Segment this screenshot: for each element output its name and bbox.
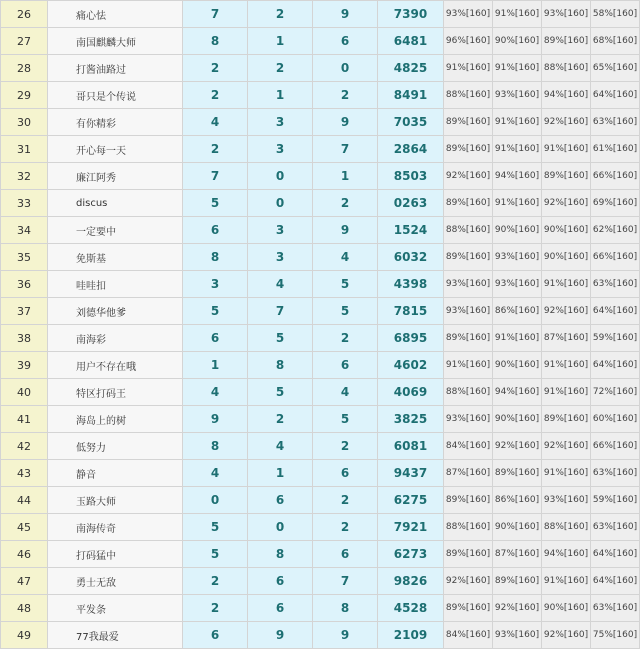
player-name-cell: 南国麒麟大师 <box>48 28 183 55</box>
code-cell: 8503 <box>378 163 444 190</box>
digit-1-cell: 8 <box>183 28 248 55</box>
player-name-cell: 玉路大师 <box>48 487 183 514</box>
digit-3-cell: 6 <box>313 460 378 487</box>
rate-2-cell: 93%[160] <box>493 244 542 271</box>
table-row <box>1 622 640 649</box>
digit-1-cell: 8 <box>183 244 248 271</box>
digit-1-cell: 5 <box>183 298 248 325</box>
rate-3-cell: 91%[160] <box>542 136 591 163</box>
rate-3-cell: 89%[160] <box>542 163 591 190</box>
rate-3-cell: 90%[160] <box>542 217 591 244</box>
digit-2-cell: 0 <box>248 163 313 190</box>
rate-2-cell: 89%[160] <box>493 460 542 487</box>
digit-3-cell: 2 <box>313 433 378 460</box>
digit-1-cell: 5 <box>183 190 248 217</box>
digit-3-cell: 6 <box>313 352 378 379</box>
digit-3-cell: 2 <box>313 514 378 541</box>
rate-1-cell: 92%[160] <box>444 568 493 595</box>
code-cell: 3825 <box>378 406 444 433</box>
rate-2-cell: 94%[160] <box>493 163 542 190</box>
digit-3-cell: 9 <box>313 217 378 244</box>
rank-cell: 45 <box>1 514 48 541</box>
rate-1-cell: 96%[160] <box>444 28 493 55</box>
digit-2-cell: 1 <box>248 82 313 109</box>
code-cell: 2109 <box>378 622 444 649</box>
table-row <box>1 298 640 325</box>
digit-3-cell: 5 <box>313 298 378 325</box>
player-name-cell: 平发条 <box>48 595 183 622</box>
rate-1-cell: 88%[160] <box>444 217 493 244</box>
digit-1-cell: 5 <box>183 541 248 568</box>
rank-cell: 27 <box>1 28 48 55</box>
digit-3-cell: 2 <box>313 487 378 514</box>
code-cell: 6032 <box>378 244 444 271</box>
rate-4-cell: 75%[160] <box>591 622 640 649</box>
digit-1-cell: 0 <box>183 487 248 514</box>
rate-4-cell: 69%[160] <box>591 190 640 217</box>
rank-cell: 46 <box>1 541 48 568</box>
digit-2-cell: 1 <box>248 28 313 55</box>
table-row <box>1 352 640 379</box>
table-row <box>1 487 640 514</box>
table-row <box>1 244 640 271</box>
rate-4-cell: 64%[160] <box>591 82 640 109</box>
player-name-cell: 打码猛中 <box>48 541 183 568</box>
code-cell: 6273 <box>378 541 444 568</box>
digit-2-cell: 6 <box>248 595 313 622</box>
table-row <box>1 568 640 595</box>
digit-2-cell: 4 <box>248 433 313 460</box>
digit-3-cell: 8 <box>313 595 378 622</box>
rate-2-cell: 86%[160] <box>493 487 542 514</box>
code-cell: 9826 <box>378 568 444 595</box>
rate-3-cell: 89%[160] <box>542 406 591 433</box>
player-name-cell: 海岛上的树 <box>48 406 183 433</box>
rate-1-cell: 89%[160] <box>444 190 493 217</box>
digit-1-cell: 2 <box>183 55 248 82</box>
ranking-table-body <box>1 1 640 649</box>
rate-3-cell: 91%[160] <box>542 568 591 595</box>
rate-1-cell: 84%[160] <box>444 433 493 460</box>
player-name-cell: 刘德华他爹 <box>48 298 183 325</box>
digit-1-cell: 2 <box>183 82 248 109</box>
table-row <box>1 271 640 298</box>
digit-1-cell: 9 <box>183 406 248 433</box>
player-name-cell: 一定要中 <box>48 217 183 244</box>
rate-1-cell: 89%[160] <box>444 244 493 271</box>
digit-1-cell: 7 <box>183 1 248 28</box>
rank-cell: 26 <box>1 1 48 28</box>
table-row <box>1 541 640 568</box>
rate-4-cell: 64%[160] <box>591 568 640 595</box>
code-cell: 6275 <box>378 487 444 514</box>
rank-cell: 36 <box>1 271 48 298</box>
digit-2-cell: 3 <box>248 136 313 163</box>
rank-cell: 42 <box>1 433 48 460</box>
rate-2-cell: 93%[160] <box>493 622 542 649</box>
rate-2-cell: 90%[160] <box>493 406 542 433</box>
table-row <box>1 136 640 163</box>
rate-1-cell: 93%[160] <box>444 1 493 28</box>
rate-2-cell: 93%[160] <box>493 82 542 109</box>
rate-2-cell: 91%[160] <box>493 55 542 82</box>
rate-1-cell: 89%[160] <box>444 541 493 568</box>
rate-4-cell: 59%[160] <box>591 325 640 352</box>
player-name-cell: 静音 <box>48 460 183 487</box>
code-cell: 4825 <box>378 55 444 82</box>
digit-3-cell: 9 <box>313 109 378 136</box>
rate-3-cell: 94%[160] <box>542 541 591 568</box>
rate-3-cell: 91%[160] <box>542 379 591 406</box>
rate-2-cell: 90%[160] <box>493 352 542 379</box>
rate-1-cell: 92%[160] <box>444 163 493 190</box>
rate-4-cell: 63%[160] <box>591 109 640 136</box>
digit-3-cell: 2 <box>313 82 378 109</box>
digit-3-cell: 4 <box>313 379 378 406</box>
table-row <box>1 379 640 406</box>
rate-4-cell: 64%[160] <box>591 541 640 568</box>
digit-2-cell: 6 <box>248 568 313 595</box>
digit-2-cell: 0 <box>248 190 313 217</box>
code-cell: 2864 <box>378 136 444 163</box>
rate-3-cell: 91%[160] <box>542 460 591 487</box>
table-row <box>1 1 640 28</box>
table-row <box>1 595 640 622</box>
rate-1-cell: 88%[160] <box>444 82 493 109</box>
digit-1-cell: 6 <box>183 325 248 352</box>
digit-1-cell: 4 <box>183 109 248 136</box>
rate-2-cell: 92%[160] <box>493 433 542 460</box>
rank-cell: 31 <box>1 136 48 163</box>
rate-4-cell: 62%[160] <box>591 217 640 244</box>
rate-2-cell: 91%[160] <box>493 109 542 136</box>
player-name-cell: 开心每一天 <box>48 136 183 163</box>
digit-2-cell: 0 <box>248 514 313 541</box>
digit-2-cell: 6 <box>248 487 313 514</box>
player-name-cell: 免斯基 <box>48 244 183 271</box>
table-row <box>1 433 640 460</box>
rank-cell: 49 <box>1 622 48 649</box>
digit-2-cell: 2 <box>248 1 313 28</box>
rate-1-cell: 84%[160] <box>444 622 493 649</box>
rank-cell: 34 <box>1 217 48 244</box>
rate-3-cell: 90%[160] <box>542 244 591 271</box>
rate-1-cell: 89%[160] <box>444 109 493 136</box>
rate-3-cell: 91%[160] <box>542 352 591 379</box>
rate-4-cell: 61%[160] <box>591 136 640 163</box>
rate-2-cell: 90%[160] <box>493 217 542 244</box>
rank-cell: 47 <box>1 568 48 595</box>
rate-3-cell: 94%[160] <box>542 82 591 109</box>
rate-4-cell: 72%[160] <box>591 379 640 406</box>
player-name-cell: 低努力 <box>48 433 183 460</box>
rate-1-cell: 89%[160] <box>444 325 493 352</box>
rank-cell: 39 <box>1 352 48 379</box>
digit-3-cell: 6 <box>313 541 378 568</box>
rank-cell: 32 <box>1 163 48 190</box>
digit-2-cell: 3 <box>248 244 313 271</box>
code-cell: 9437 <box>378 460 444 487</box>
rate-3-cell: 93%[160] <box>542 1 591 28</box>
digit-1-cell: 4 <box>183 379 248 406</box>
code-cell: 4398 <box>378 271 444 298</box>
table-row <box>1 217 640 244</box>
digit-1-cell: 5 <box>183 514 248 541</box>
code-cell: 7035 <box>378 109 444 136</box>
rank-cell: 37 <box>1 298 48 325</box>
rate-2-cell: 87%[160] <box>493 541 542 568</box>
rank-cell: 38 <box>1 325 48 352</box>
digit-1-cell: 2 <box>183 568 248 595</box>
table-row <box>1 460 640 487</box>
digit-1-cell: 4 <box>183 460 248 487</box>
rate-4-cell: 60%[160] <box>591 406 640 433</box>
rate-3-cell: 91%[160] <box>542 271 591 298</box>
player-name-cell: 有你精彩 <box>48 109 183 136</box>
digit-3-cell: 7 <box>313 136 378 163</box>
rate-3-cell: 92%[160] <box>542 298 591 325</box>
code-cell: 7815 <box>378 298 444 325</box>
digit-2-cell: 2 <box>248 406 313 433</box>
code-cell: 7921 <box>378 514 444 541</box>
rate-3-cell: 92%[160] <box>542 109 591 136</box>
rate-2-cell: 91%[160] <box>493 1 542 28</box>
rate-3-cell: 90%[160] <box>542 595 591 622</box>
digit-2-cell: 5 <box>248 325 313 352</box>
rank-cell: 29 <box>1 82 48 109</box>
rate-2-cell: 86%[160] <box>493 298 542 325</box>
rate-1-cell: 89%[160] <box>444 487 493 514</box>
player-name-cell: 哥只是个传说 <box>48 82 183 109</box>
rate-2-cell: 92%[160] <box>493 595 542 622</box>
digit-3-cell: 9 <box>313 1 378 28</box>
digit-2-cell: 3 <box>248 109 313 136</box>
rate-2-cell: 94%[160] <box>493 379 542 406</box>
digit-3-cell: 4 <box>313 244 378 271</box>
rate-3-cell: 92%[160] <box>542 190 591 217</box>
rate-3-cell: 92%[160] <box>542 433 591 460</box>
digit-1-cell: 6 <box>183 217 248 244</box>
player-name-cell: 南海彩 <box>48 325 183 352</box>
rate-4-cell: 66%[160] <box>591 433 640 460</box>
code-cell: 7390 <box>378 1 444 28</box>
table-row <box>1 28 640 55</box>
rate-1-cell: 87%[160] <box>444 460 493 487</box>
digit-3-cell: 7 <box>313 568 378 595</box>
rate-4-cell: 63%[160] <box>591 271 640 298</box>
rate-4-cell: 63%[160] <box>591 460 640 487</box>
code-cell: 1524 <box>378 217 444 244</box>
digit-1-cell: 2 <box>183 595 248 622</box>
player-name-cell: 勇士无敌 <box>48 568 183 595</box>
rank-cell: 43 <box>1 460 48 487</box>
player-name-cell: 用户不存在哦 <box>48 352 183 379</box>
digit-2-cell: 2 <box>248 55 313 82</box>
digit-3-cell: 2 <box>313 190 378 217</box>
digit-2-cell: 8 <box>248 541 313 568</box>
rate-2-cell: 91%[160] <box>493 136 542 163</box>
rate-4-cell: 63%[160] <box>591 595 640 622</box>
rank-cell: 33 <box>1 190 48 217</box>
rate-1-cell: 88%[160] <box>444 514 493 541</box>
table-row <box>1 55 640 82</box>
digit-1-cell: 8 <box>183 433 248 460</box>
code-cell: 4528 <box>378 595 444 622</box>
digit-2-cell: 4 <box>248 271 313 298</box>
digit-2-cell: 5 <box>248 379 313 406</box>
digit-2-cell: 9 <box>248 622 313 649</box>
digit-3-cell: 5 <box>313 406 378 433</box>
rate-3-cell: 88%[160] <box>542 55 591 82</box>
rate-4-cell: 66%[160] <box>591 163 640 190</box>
player-name-cell: 哇哇扣 <box>48 271 183 298</box>
rate-4-cell: 66%[160] <box>591 244 640 271</box>
digit-3-cell: 5 <box>313 271 378 298</box>
rate-4-cell: 64%[160] <box>591 352 640 379</box>
rate-4-cell: 63%[160] <box>591 514 640 541</box>
digit-1-cell: 1 <box>183 352 248 379</box>
rate-2-cell: 93%[160] <box>493 271 542 298</box>
rate-3-cell: 92%[160] <box>542 622 591 649</box>
rate-4-cell: 58%[160] <box>591 1 640 28</box>
digit-3-cell: 1 <box>313 163 378 190</box>
rank-cell: 35 <box>1 244 48 271</box>
rate-2-cell: 91%[160] <box>493 325 542 352</box>
rate-4-cell: 68%[160] <box>591 28 640 55</box>
rate-3-cell: 93%[160] <box>542 487 591 514</box>
rate-3-cell: 88%[160] <box>542 514 591 541</box>
digit-1-cell: 7 <box>183 163 248 190</box>
player-name-cell: 打酱油路过 <box>48 55 183 82</box>
digit-1-cell: 6 <box>183 622 248 649</box>
code-cell: 6895 <box>378 325 444 352</box>
rate-4-cell: 59%[160] <box>591 487 640 514</box>
code-cell: 4602 <box>378 352 444 379</box>
rank-cell: 30 <box>1 109 48 136</box>
rate-1-cell: 93%[160] <box>444 271 493 298</box>
player-name-cell: 77我最爱 <box>48 622 183 649</box>
rate-1-cell: 93%[160] <box>444 298 493 325</box>
rate-4-cell: 64%[160] <box>591 298 640 325</box>
rate-1-cell: 91%[160] <box>444 352 493 379</box>
code-cell: 8491 <box>378 82 444 109</box>
rate-4-cell: 65%[160] <box>591 55 640 82</box>
rate-2-cell: 91%[160] <box>493 190 542 217</box>
digit-3-cell: 6 <box>313 28 378 55</box>
table-row <box>1 82 640 109</box>
digit-2-cell: 1 <box>248 460 313 487</box>
digit-2-cell: 3 <box>248 217 313 244</box>
digit-2-cell: 8 <box>248 352 313 379</box>
digit-1-cell: 2 <box>183 136 248 163</box>
table-row <box>1 406 640 433</box>
rate-2-cell: 90%[160] <box>493 514 542 541</box>
code-cell: 6081 <box>378 433 444 460</box>
player-name-cell: discus <box>48 190 183 217</box>
digit-1-cell: 3 <box>183 271 248 298</box>
rate-2-cell: 90%[160] <box>493 28 542 55</box>
rate-2-cell: 89%[160] <box>493 568 542 595</box>
code-cell: 6481 <box>378 28 444 55</box>
rate-1-cell: 88%[160] <box>444 379 493 406</box>
player-name-cell: 廉江阿秀 <box>48 163 183 190</box>
player-name-cell: 南海传奇 <box>48 514 183 541</box>
rank-cell: 41 <box>1 406 48 433</box>
player-name-cell: 痛心怯 <box>48 1 183 28</box>
table-row <box>1 325 640 352</box>
table-row <box>1 163 640 190</box>
rate-3-cell: 89%[160] <box>542 28 591 55</box>
rate-1-cell: 91%[160] <box>444 55 493 82</box>
rank-cell: 48 <box>1 595 48 622</box>
table-row <box>1 109 640 136</box>
digit-3-cell: 9 <box>313 622 378 649</box>
rank-cell: 40 <box>1 379 48 406</box>
code-cell: 4069 <box>378 379 444 406</box>
code-cell: 0263 <box>378 190 444 217</box>
table-row <box>1 190 640 217</box>
rate-1-cell: 89%[160] <box>444 136 493 163</box>
digit-3-cell: 2 <box>313 325 378 352</box>
table-row <box>1 514 640 541</box>
rate-3-cell: 87%[160] <box>542 325 591 352</box>
digit-2-cell: 7 <box>248 298 313 325</box>
rate-1-cell: 93%[160] <box>444 406 493 433</box>
player-name-cell: 特区打码王 <box>48 379 183 406</box>
digit-3-cell: 0 <box>313 55 378 82</box>
rank-cell: 44 <box>1 487 48 514</box>
rank-cell: 28 <box>1 55 48 82</box>
rate-1-cell: 89%[160] <box>444 595 493 622</box>
